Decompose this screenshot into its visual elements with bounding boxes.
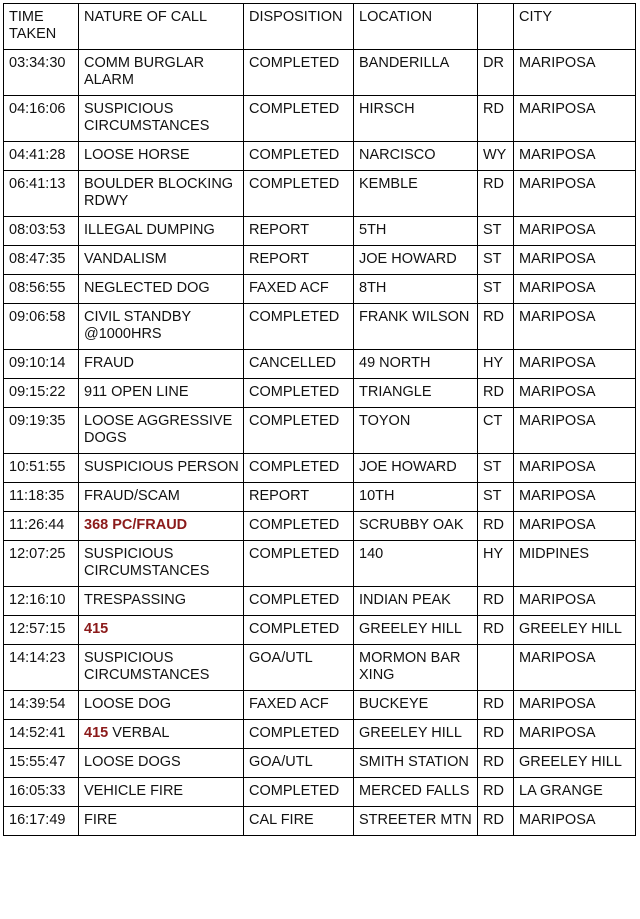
table-row: [4, 171, 636, 217]
cell-nature-of-call: [79, 217, 244, 246]
cell-disposition: COMPLETED: [244, 142, 354, 171]
cell-nature-of-call: [79, 96, 244, 142]
cell-location: KEMBLE: [354, 171, 478, 217]
table-row: [4, 645, 636, 691]
nature-text: BOULDER BLOCKING RDWY: [84, 176, 234, 209]
cell-street-suffix: WY: [478, 142, 514, 171]
cell-nature-of-call: [79, 350, 244, 379]
nature-text: NEGLECTED DOG: [84, 280, 210, 296]
cell-disposition: CAL FIRE: [244, 807, 354, 836]
cell-street-suffix: ST: [478, 454, 514, 483]
cell-location: FRANK WILSON: [354, 304, 478, 350]
cell-location: MORMON BAR XING: [354, 645, 478, 691]
cell-street-suffix: ST: [478, 217, 514, 246]
table-row: [4, 350, 636, 379]
table-row: [4, 541, 636, 587]
cell-location: GREELEY HILL: [354, 720, 478, 749]
table-row: [4, 749, 636, 778]
cell-location: 8TH: [354, 275, 478, 304]
cell-nature-of-call: [79, 749, 244, 778]
cell-disposition: COMPLETED: [244, 50, 354, 96]
cell-time-taken: 09:15:22: [4, 379, 79, 408]
table-row: [4, 96, 636, 142]
cell-location: STREETER MTN: [354, 807, 478, 836]
cell-location: NARCISCO: [354, 142, 478, 171]
cell-disposition: COMPLETED: [244, 408, 354, 454]
cell-time-taken: 08:56:55: [4, 275, 79, 304]
cell-street-suffix: RD: [478, 749, 514, 778]
cell-location: JOE HOWARD: [354, 454, 478, 483]
cell-time-taken: 10:51:55: [4, 454, 79, 483]
cell-city: MARIPOSA: [514, 275, 636, 304]
table-row: [4, 217, 636, 246]
cell-time-taken: 11:26:44: [4, 512, 79, 541]
cell-nature-of-call: [79, 304, 244, 350]
table-row: [4, 246, 636, 275]
nature-text: LOOSE HORSE: [84, 147, 190, 163]
cell-street-suffix: RD: [478, 807, 514, 836]
cell-time-taken: 03:34:30: [4, 50, 79, 96]
table-row: [4, 408, 636, 454]
cell-city: MARIPOSA: [514, 217, 636, 246]
cell-location: TOYON: [354, 408, 478, 454]
header-nature-of-call: NATURE OF CALL: [79, 4, 244, 50]
cell-time-taken: 15:55:47: [4, 749, 79, 778]
cell-time-taken: 14:52:41: [4, 720, 79, 749]
cell-time-taken: 09:06:58: [4, 304, 79, 350]
cell-street-suffix: ST: [478, 483, 514, 512]
cell-disposition: COMPLETED: [244, 587, 354, 616]
nature-code-highlight: 415: [84, 725, 109, 741]
table-row: [4, 778, 636, 807]
call-log-table: [3, 3, 636, 836]
cell-location: INDIAN PEAK: [354, 587, 478, 616]
header-row: [4, 4, 636, 50]
nature-code-highlight: 368 PC/FRAUD: [84, 517, 188, 533]
cell-time-taken: 08:47:35: [4, 246, 79, 275]
cell-city: MARIPOSA: [514, 691, 636, 720]
table-row: [4, 454, 636, 483]
cell-city: MARIPOSA: [514, 807, 636, 836]
cell-location: HIRSCH: [354, 96, 478, 142]
table-row: [4, 275, 636, 304]
header-time-taken: TIME TAKEN: [4, 4, 79, 50]
cell-street-suffix: CT: [478, 408, 514, 454]
cell-street-suffix: RD: [478, 171, 514, 217]
cell-city: MARIPOSA: [514, 408, 636, 454]
nature-text: FRAUD/SCAM: [84, 488, 180, 504]
table-row: [4, 304, 636, 350]
cell-street-suffix: HY: [478, 350, 514, 379]
cell-city: MARIPOSA: [514, 96, 636, 142]
cell-time-taken: 12:57:15: [4, 616, 79, 645]
nature-text: SUSPICIOUS PERSON: [84, 459, 239, 475]
cell-location: SCRUBBY OAK: [354, 512, 478, 541]
nature-text: ILLEGAL DUMPING: [84, 222, 215, 238]
nature-text: VANDALISM: [84, 251, 167, 267]
cell-disposition: COMPLETED: [244, 304, 354, 350]
table-row: [4, 50, 636, 96]
cell-city: GREELEY HILL: [514, 749, 636, 778]
cell-nature-of-call: [79, 720, 244, 749]
cell-city: MARIPOSA: [514, 142, 636, 171]
nature-text: 911 OPEN LINE: [84, 384, 189, 400]
cell-disposition: REPORT: [244, 246, 354, 275]
cell-disposition: COMPLETED: [244, 96, 354, 142]
table-row: [4, 483, 636, 512]
cell-city: MARIPOSA: [514, 350, 636, 379]
cell-location: GREELEY HILL: [354, 616, 478, 645]
cell-street-suffix: DR: [478, 50, 514, 96]
cell-disposition: COMPLETED: [244, 778, 354, 807]
cell-street-suffix: RD: [478, 691, 514, 720]
cell-disposition: FAXED ACF: [244, 691, 354, 720]
cell-street-suffix: HY: [478, 541, 514, 587]
nature-text: CIVIL STANDBY @1000HRS: [84, 309, 191, 342]
cell-disposition: GOA/UTL: [244, 749, 354, 778]
cell-location: TRIANGLE: [354, 379, 478, 408]
table-row: [4, 807, 636, 836]
nature-text: VERBAL: [108, 725, 170, 741]
cell-city: MARIPOSA: [514, 645, 636, 691]
nature-text: FIRE: [84, 812, 118, 828]
cell-nature-of-call: [79, 778, 244, 807]
cell-nature-of-call: [79, 587, 244, 616]
cell-disposition: FAXED ACF: [244, 275, 354, 304]
cell-street-suffix: RD: [478, 778, 514, 807]
cell-disposition: COMPLETED: [244, 720, 354, 749]
cell-time-taken: 09:10:14: [4, 350, 79, 379]
cell-disposition: REPORT: [244, 483, 354, 512]
cell-disposition: COMPLETED: [244, 454, 354, 483]
nature-text: LOOSE AGGRESSIVE DOGS: [84, 413, 233, 446]
cell-city: MARIPOSA: [514, 246, 636, 275]
table-row: [4, 142, 636, 171]
cell-street-suffix: RD: [478, 587, 514, 616]
cell-disposition: COMPLETED: [244, 616, 354, 645]
header-disposition: DISPOSITION: [244, 4, 354, 50]
cell-nature-of-call: [79, 541, 244, 587]
cell-nature-of-call: [79, 275, 244, 304]
cell-street-suffix: ST: [478, 246, 514, 275]
cell-street-suffix: RD: [478, 96, 514, 142]
cell-nature-of-call: [79, 454, 244, 483]
cell-street-suffix: RD: [478, 616, 514, 645]
nature-text: FRAUD: [84, 355, 134, 371]
cell-time-taken: 12:07:25: [4, 541, 79, 587]
cell-city: MARIPOSA: [514, 483, 636, 512]
cell-disposition: GOA/UTL: [244, 645, 354, 691]
cell-nature-of-call: [79, 807, 244, 836]
cell-street-suffix: [478, 645, 514, 691]
cell-time-taken: 04:16:06: [4, 96, 79, 142]
cell-street-suffix: RD: [478, 720, 514, 749]
cell-time-taken: 06:41:13: [4, 171, 79, 217]
table-row: [4, 379, 636, 408]
table-row: [4, 512, 636, 541]
cell-nature-of-call: [79, 379, 244, 408]
cell-nature-of-call: [79, 645, 244, 691]
cell-disposition: COMPLETED: [244, 171, 354, 217]
nature-text: TRESPASSING: [84, 592, 187, 608]
cell-location: 10TH: [354, 483, 478, 512]
cell-disposition: REPORT: [244, 217, 354, 246]
cell-city: LA GRANGE: [514, 778, 636, 807]
cell-city: MARIPOSA: [514, 50, 636, 96]
cell-street-suffix: RD: [478, 379, 514, 408]
nature-code-highlight: 415: [84, 621, 109, 637]
cell-city: MARIPOSA: [514, 304, 636, 350]
cell-location: SMITH STATION: [354, 749, 478, 778]
cell-disposition: COMPLETED: [244, 379, 354, 408]
header-city: CITY: [514, 4, 636, 50]
cell-nature-of-call: [79, 246, 244, 275]
cell-nature-of-call: [79, 50, 244, 96]
cell-disposition: COMPLETED: [244, 541, 354, 587]
nature-text: SUSPICIOUS CIRCUMSTANCES: [84, 101, 210, 134]
table-row: [4, 691, 636, 720]
cell-time-taken: 14:39:54: [4, 691, 79, 720]
cell-nature-of-call: [79, 408, 244, 454]
cell-city: MARIPOSA: [514, 587, 636, 616]
cell-time-taken: 11:18:35: [4, 483, 79, 512]
nature-text: VEHICLE FIRE: [84, 783, 184, 799]
cell-time-taken: 12:16:10: [4, 587, 79, 616]
table-header: [4, 4, 636, 50]
header-location: LOCATION: [354, 4, 478, 50]
cell-disposition: CANCELLED: [244, 350, 354, 379]
cell-time-taken: 16:17:49: [4, 807, 79, 836]
nature-text: LOOSE DOGS: [84, 754, 181, 770]
cell-disposition: COMPLETED: [244, 512, 354, 541]
cell-city: MARIPOSA: [514, 512, 636, 541]
cell-time-taken: 14:14:23: [4, 645, 79, 691]
cell-city: MARIPOSA: [514, 171, 636, 217]
cell-time-taken: 09:19:35: [4, 408, 79, 454]
cell-city: MARIPOSA: [514, 379, 636, 408]
cell-time-taken: 04:41:28: [4, 142, 79, 171]
table-row: [4, 587, 636, 616]
cell-location: 5TH: [354, 217, 478, 246]
cell-city: MARIPOSA: [514, 720, 636, 749]
cell-nature-of-call: [79, 171, 244, 217]
cell-street-suffix: ST: [478, 275, 514, 304]
cell-time-taken: 08:03:53: [4, 217, 79, 246]
nature-text: LOOSE DOG: [84, 696, 172, 712]
cell-city: MIDPINES: [514, 541, 636, 587]
cell-nature-of-call: [79, 616, 244, 645]
cell-street-suffix: RD: [478, 512, 514, 541]
cell-nature-of-call: [79, 142, 244, 171]
cell-location: BANDERILLA: [354, 50, 478, 96]
header-street-suffix: [478, 4, 514, 50]
nature-text: SUSPICIOUS CIRCUMSTANCES: [84, 650, 210, 683]
cell-street-suffix: RD: [478, 304, 514, 350]
cell-nature-of-call: [79, 691, 244, 720]
table-body: [4, 50, 636, 836]
cell-location: MERCED FALLS: [354, 778, 478, 807]
table-row: [4, 720, 636, 749]
table-row: [4, 616, 636, 645]
cell-city: MARIPOSA: [514, 454, 636, 483]
nature-text: SUSPICIOUS CIRCUMSTANCES: [84, 546, 210, 579]
cell-city: GREELEY HILL: [514, 616, 636, 645]
cell-nature-of-call: [79, 483, 244, 512]
cell-location: JOE HOWARD: [354, 246, 478, 275]
cell-location: BUCKEYE: [354, 691, 478, 720]
nature-text: COMM BURGLAR ALARM: [84, 55, 205, 88]
cell-time-taken: 16:05:33: [4, 778, 79, 807]
cell-location: 49 NORTH: [354, 350, 478, 379]
cell-location: 140: [354, 541, 478, 587]
cell-nature-of-call: [79, 512, 244, 541]
